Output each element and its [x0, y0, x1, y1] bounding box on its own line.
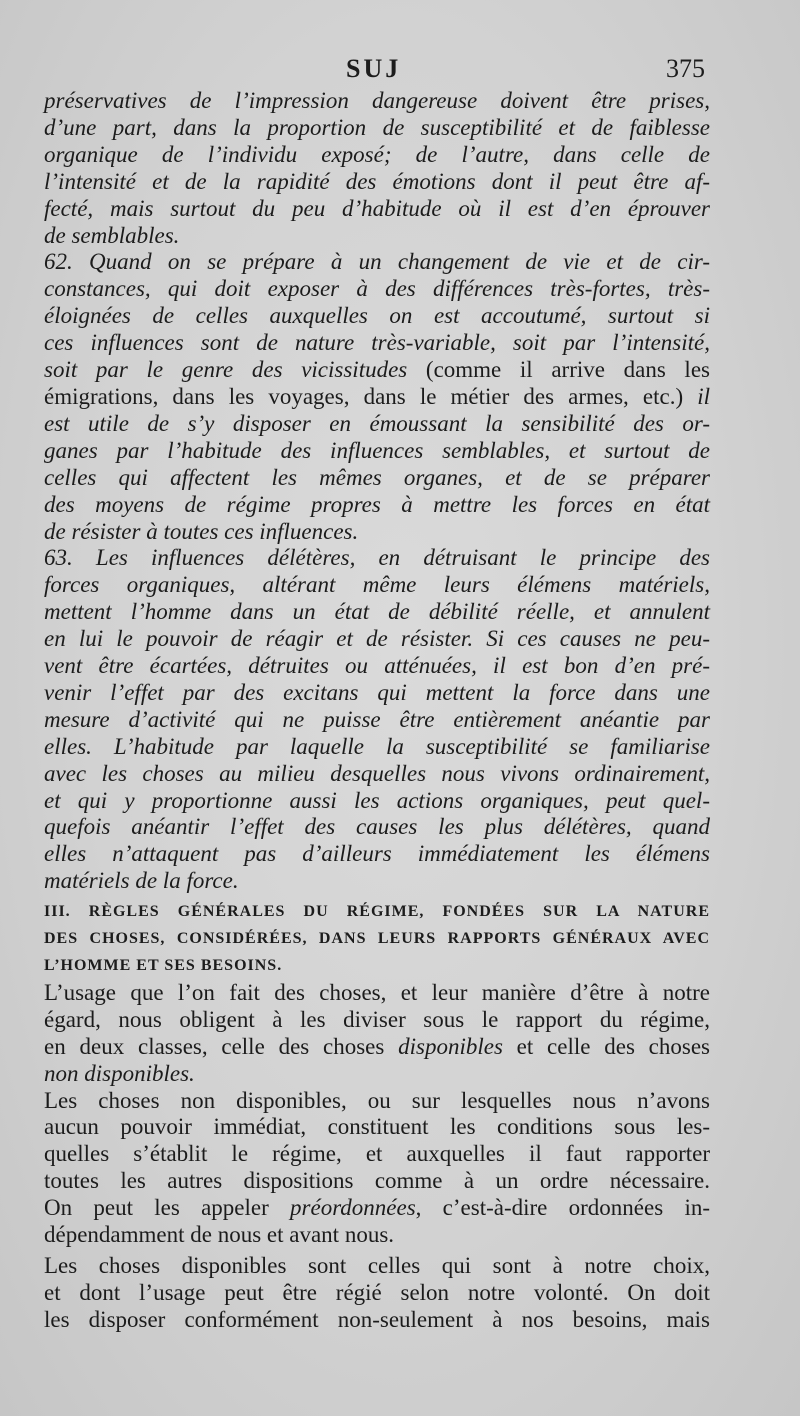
- text-line: celles qui affectent les mêmes organes, et de se préparer: [44, 464, 710, 490]
- text-run: disponibles: [398, 1033, 503, 1059]
- text-line: toutes les autres dispositions comme à un ordre nécessaire.: [44, 1168, 710, 1194]
- text-line: L’usage que l’on fait des choses, et leur manière d’être à notre: [44, 979, 710, 1005]
- text-run: en deux classes, celle des choses: [44, 1033, 399, 1059]
- text-run: On peut les appeler: [44, 1195, 291, 1221]
- text-line: organique de l’individu exposé; de l’autre, dans celle de: [44, 141, 710, 167]
- text-line: vent être écartées, détruites ou atténuées, il est bon d’en pré-: [44, 653, 710, 679]
- text-line: les disposer conformément non-seulement à nos besoins, mais: [44, 1306, 710, 1332]
- body-text: [44, 88, 710, 1334]
- text-line: en lui le pouvoir de réagir et de résister. Si ces causes ne peu-: [44, 626, 710, 652]
- text-run: et celle des choses: [502, 1033, 710, 1059]
- text-run: préordonnées: [290, 1195, 416, 1221]
- text-line: quefois anéantir l’effet des causes les plus délétères, quand: [44, 814, 710, 840]
- text-line: [44, 1034, 710, 1061]
- text-line: mettent l’homme dans un état de débilité réelle, et annulent: [44, 599, 710, 625]
- text-line: avec les choses au milieu desquelles nous vivons ordinairement,: [44, 760, 710, 786]
- text-line: 63. Les influences délétères, en détruisant le principe des: [44, 545, 710, 571]
- page-header: [0, 50, 800, 90]
- text-line: d’une part, dans la proportion de susceptibilité et de faiblesse: [44, 114, 710, 140]
- text-run: soit par le genre des vicissitudes: [44, 357, 426, 383]
- text-line: des moyens de régime propres à mettre les forces en état: [44, 491, 710, 517]
- text-line: forces organiques, altérant même leurs élémens matériels,: [44, 572, 710, 598]
- text-line: 62. Quand on se prépare à un changement de vie et de cir-: [44, 249, 710, 275]
- text-line: elles. L’habitude par laquelle la susceptibilité se familiarise: [44, 733, 710, 759]
- text-line: et qui y proportionne aussi les actions organiques, peut quel-: [44, 787, 710, 813]
- text-line: l’intensité et de la rapidité des émotions dont il peut être af-: [44, 168, 710, 194]
- text-line: L’HOMME ET SES BESOINS.: [44, 957, 283, 974]
- text-line: est utile de s’y disposer en émoussant la sensibilité des or-: [44, 410, 710, 436]
- text-line: constances, qui doit exposer à des différences très-fortes, très-: [44, 276, 710, 302]
- text-line: aucun pouvoir immédiat, constituent les conditions sous les-: [44, 1114, 710, 1140]
- text-line: elles n’attaquent pas d’ailleurs immédiatement les élémens: [44, 841, 710, 867]
- text-line: ganes par l’habitude des influences semblables, et surtout de: [44, 437, 710, 463]
- text-line: et dont l’usage peut être régié selon notre volonté. On doit: [44, 1279, 710, 1305]
- text-run: émigrations, dans les voyages, dans le métier des armes, etc.): [44, 383, 698, 409]
- text-line: dépendamment de nous et avant nous.: [44, 1222, 395, 1248]
- text-line: Les choses non disponibles, ou sur lesquelles nous n’avons: [44, 1087, 710, 1113]
- text-run: il: [697, 383, 710, 409]
- running-head: SUJ: [346, 54, 402, 83]
- text-line: préservatives de l’impression dangereuse doivent être prises,: [44, 88, 710, 113]
- text-line: [44, 384, 710, 411]
- text-line: venir l’effet par des excitans qui mettent la force dans une: [44, 679, 710, 705]
- page-number: 375: [666, 54, 705, 83]
- text-line: III. RÈGLES GÉNÉRALES DU RÉGIME, FONDÉES SUR LA NATURE: [44, 903, 710, 921]
- text-line: de semblables.: [44, 222, 180, 248]
- text-line: Les choses disponibles sont celles qui sont à notre choix,: [44, 1252, 710, 1278]
- text-run: (comme il arrive dans les: [425, 357, 710, 383]
- text-line: [44, 1195, 710, 1222]
- text-line: DES CHOSES, CONSIDÉRÉES, DANS LEURS RAPPORTS GÉNÉRAUX AVEC: [44, 930, 710, 948]
- text-line: éloignées de celles auxquelles on est accoutumé, surtout si: [44, 303, 710, 329]
- text-line: non disponibles.: [44, 1060, 195, 1086]
- text-line: égard, nous obligent à les diviser sous le rapport du régime,: [44, 1006, 710, 1032]
- text-run: , c’est-à-dire ordonnées in-: [415, 1195, 711, 1221]
- text-line: fecté, mais surtout du peu d’habitude où il est d’en éprouver: [44, 195, 710, 221]
- text-line: quelles s’établit le régime, et auxquelles il faut rapporter: [44, 1141, 710, 1167]
- text-line: matériels de la force.: [44, 868, 239, 894]
- text-line: de résister à toutes ces influences.: [44, 518, 359, 544]
- text-line: ces influences sont de nature très-variable, soit par l’intensité,: [44, 330, 710, 356]
- text-line: [44, 357, 710, 384]
- text-line: mesure d’activité qui ne puisse être entièrement anéantie par: [44, 706, 710, 732]
